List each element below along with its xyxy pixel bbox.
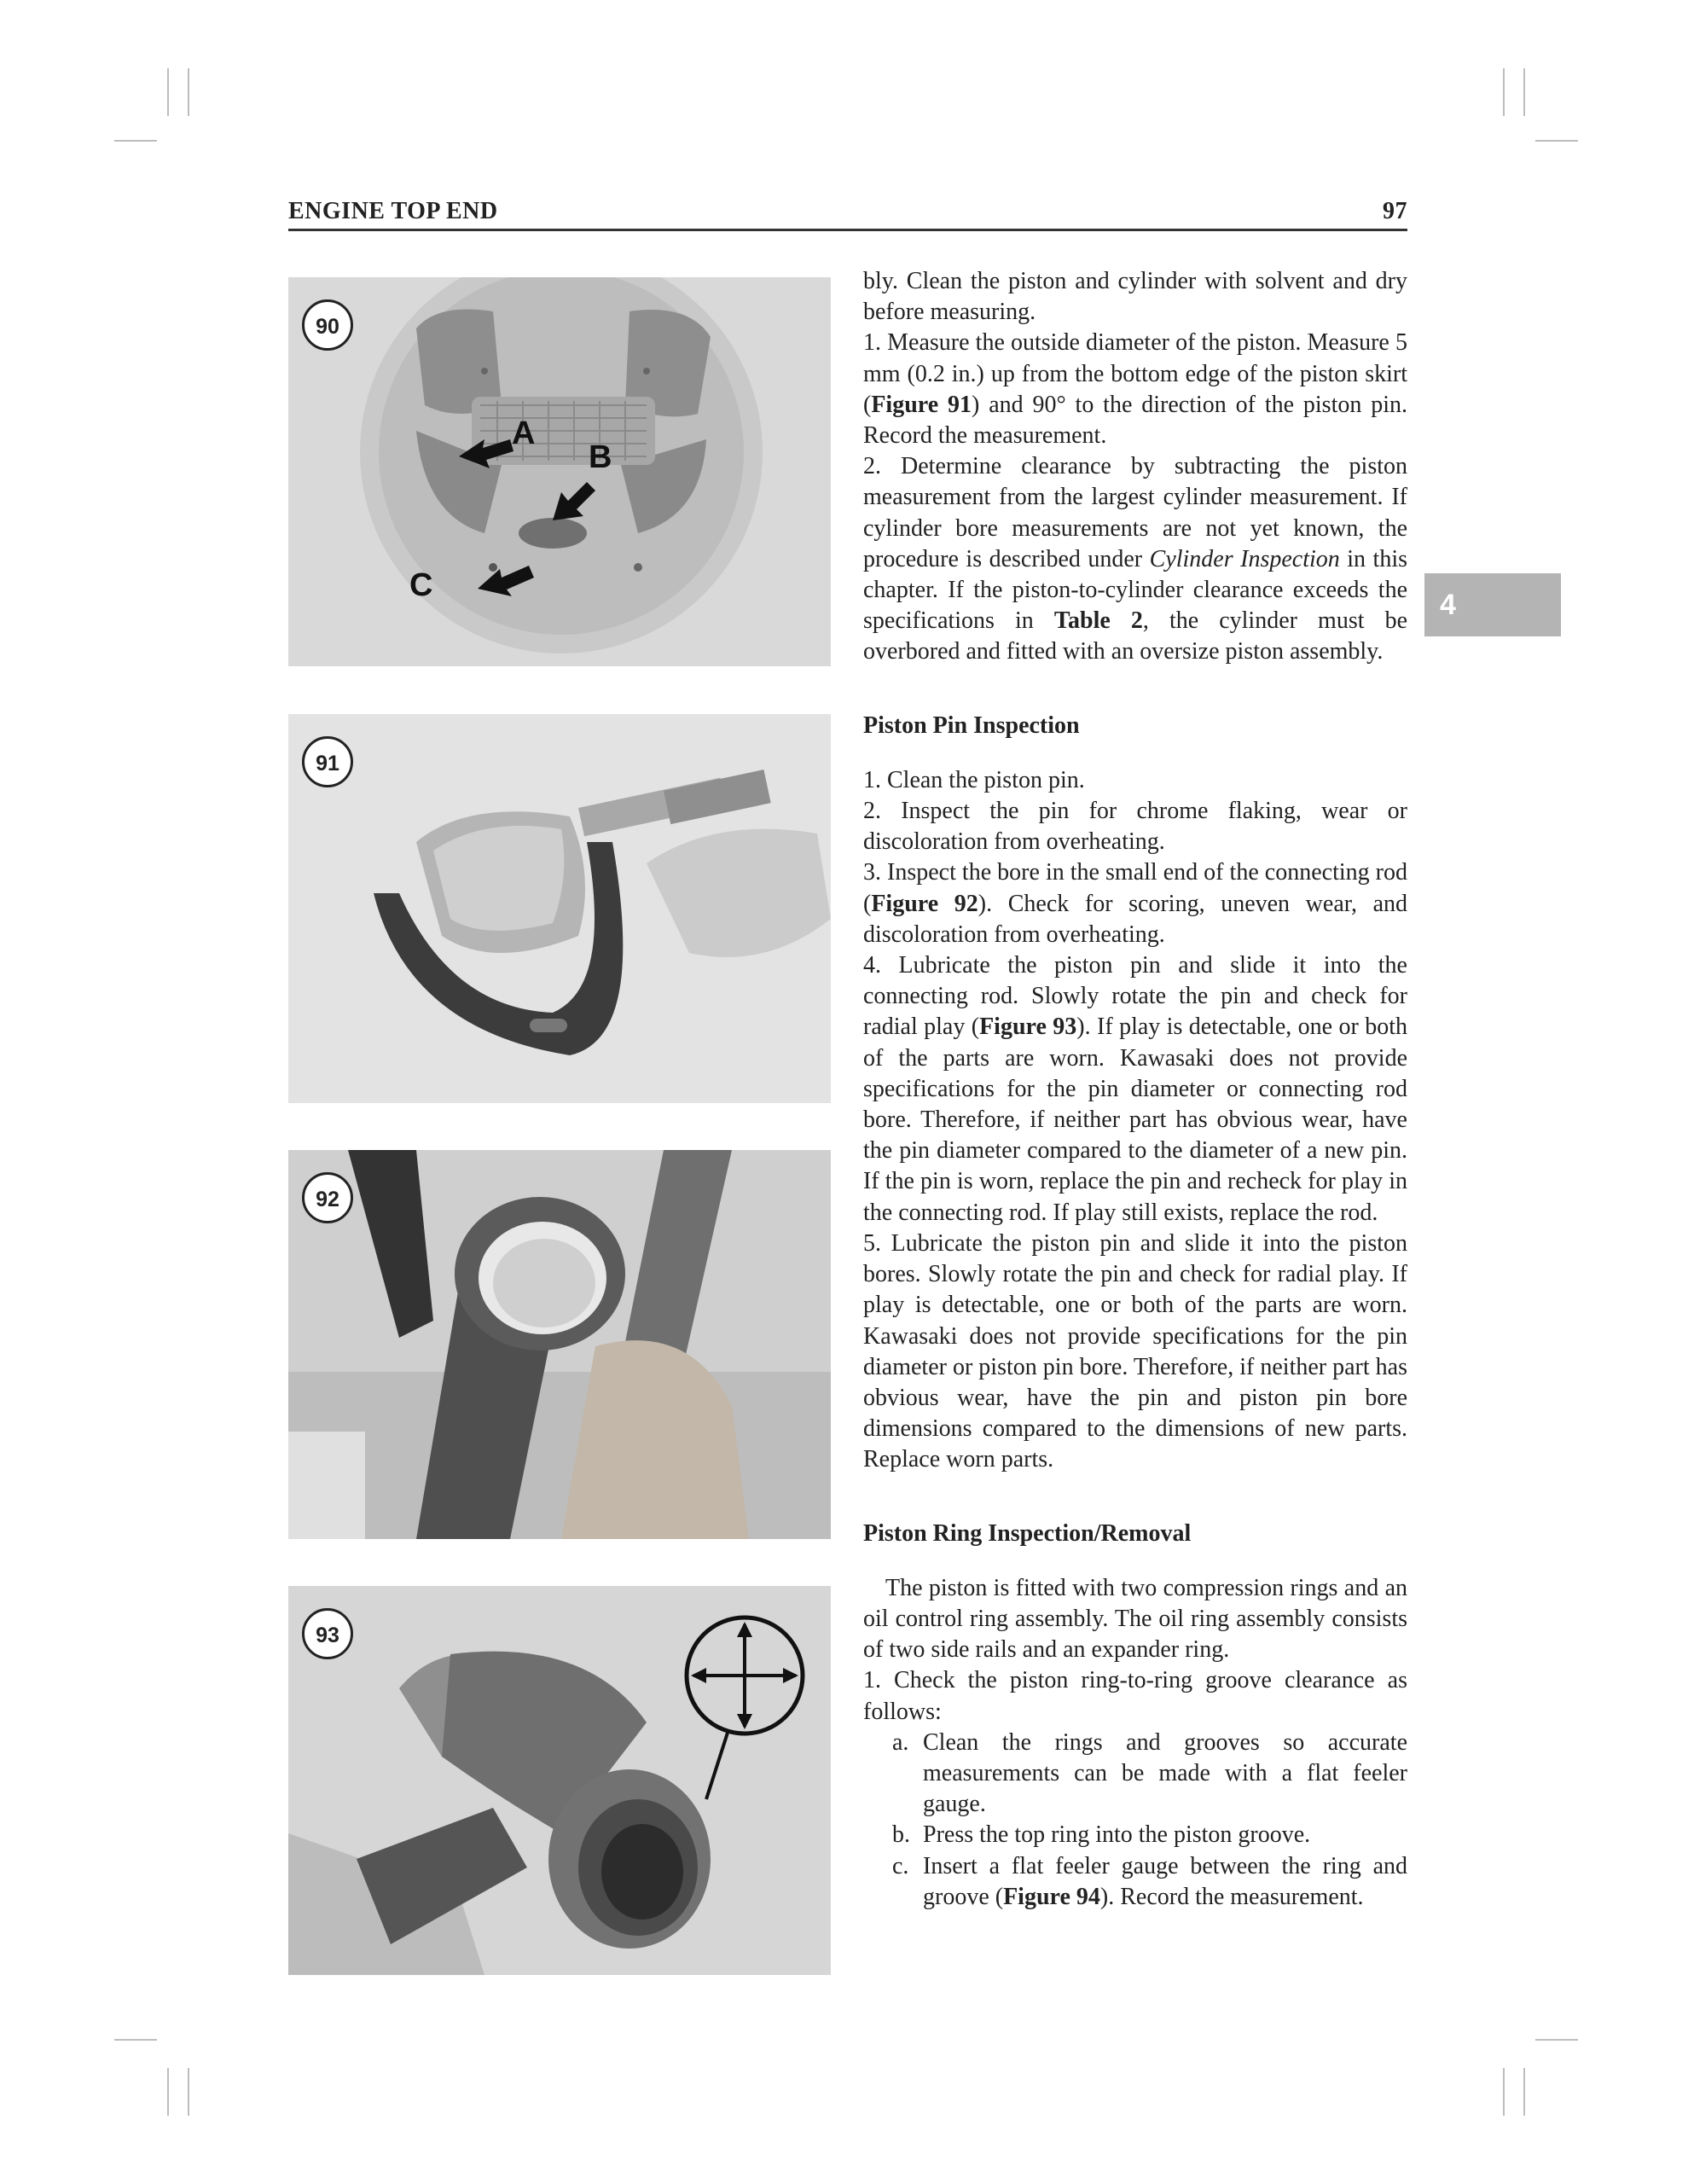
crop-mark — [1503, 68, 1505, 116]
pin-step-4: 4. Lubricate the piston pin and slide it into the connecting rod. Slowly rotate the pin and check for radial play (Figure 93). If play is detectable, one or both of the parts are worn. Kawasaki does not provide specifications for the pin diameter or connecting rod bore. Therefore, if neither part has obvious wear, have the pin diameter compared to the diameter of a new pin. If the pin is worn, replace the pin and recheck for play in the connecting rod. If play still exists, replace the rod. — [863, 952, 1407, 1226]
pin-step-5: 5. Lubricate the piston pin and slide it into the piston bores. Slowly rotate the pin and check for radial play. If play is detectable, one or both of the parts are worn. Kawasaki does not provide specifications for the pin diameter or piston pin bore. Therefore, if neither part has obvious wear, have the pin and piston pin bore dimensions compared to the dimensions of new parts. Replace worn parts. — [863, 1229, 1407, 1473]
crop-mark — [1503, 2068, 1505, 2116]
figure-reference: Figure 93 — [979, 1014, 1077, 1041]
substep-c: c. Insert a flat feeler gauge between the ring and groove (Figure 94). Record the measurement. — [892, 1852, 1407, 1910]
crop-mark — [114, 2039, 157, 2041]
callout-label-c: C — [409, 567, 433, 603]
crop-mark — [1523, 2068, 1525, 2116]
crop-mark — [1535, 2039, 1578, 2041]
callout-label-b: B — [589, 439, 612, 475]
figure-93-photo — [288, 1586, 831, 1975]
table-reference: Table 2 — [1053, 607, 1143, 635]
figure-number-badge: 93 — [302, 1608, 353, 1659]
figure-number-badge: 92 — [302, 1172, 353, 1223]
figure-reference: Figure 94 — [1003, 1883, 1100, 1910]
figure-number-badge: 91 — [302, 736, 353, 787]
section-reference: Cylinder Inspection — [1149, 545, 1340, 572]
ring-intro: The piston is fitted with two compression rings and an oil control ring assembly. The oil ring assembly consists of two side rails and an expander ring. — [863, 1574, 1407, 1664]
crop-mark — [1523, 68, 1525, 116]
heading-piston-ring-inspection: Piston Ring Inspection/Removal — [863, 1519, 1192, 1547]
crop-mark — [114, 140, 157, 142]
connecting-rod-illustration — [288, 1150, 831, 1539]
crop-mark — [188, 68, 189, 116]
pin-step-3: 3. Inspect the bore in the small end of the connecting rod (Figure 92). Check for scoring, uneven wear, and discoloration from overheating. — [863, 859, 1407, 948]
callout-label-a: A — [512, 415, 536, 451]
chapter-tab: 4 — [1424, 573, 1561, 636]
figure-reference: Figure 92 — [871, 890, 978, 917]
crop-mark — [1535, 140, 1578, 142]
heading-piston-pin-inspection: Piston Pin Inspection — [863, 712, 1080, 739]
crop-mark — [188, 2068, 189, 2116]
step-2: 2. Determine clearance by subtracting the piston measurement from the largest cylinder measurement. If cylinder bore measurements are not yet known, the procedure is described under Cylinder Inspection in this chapter. If the piston-to-cylinder clearance exceeds the specifications in Table 2, the cylinder must be overbored and fitted with an oversize piston assembly. — [863, 453, 1407, 665]
micrometer-illustration — [288, 714, 831, 1103]
figure-number-badge: 90 — [302, 299, 353, 351]
pin-step-1: 1. Clean the piston pin. — [863, 766, 1085, 793]
body-text-column — [863, 266, 1407, 1913]
crop-mark — [167, 2068, 169, 2116]
substep-a: a. Clean the rings and grooves so accurate measurements can be made with a flat feeler gauge. — [892, 1728, 1407, 1818]
substep-b: b. Press the top ring into the piston groove. — [892, 1821, 1311, 1849]
step-1: 1. Measure the outside diameter of the piston. Measure 5 mm (0.2 in.) up from the bottom edge of the piston skirt (Figure 91) and 90° to the direction of the piston pin. Record the measurement. — [863, 329, 1407, 450]
figure-91-photo — [288, 714, 831, 1103]
pin-step-2: 2. Inspect the pin for chrome flaking, wear or discoloration from overheating. — [863, 798, 1407, 856]
pin-play-illustration — [288, 1586, 831, 1975]
crop-mark — [167, 68, 169, 116]
paragraph: bly. Clean the piston and cylinder with solvent and dry before measuring. — [863, 268, 1407, 326]
piston-underside-illustration — [288, 277, 831, 666]
ring-step-1: 1. Check the piston ring-to-ring groove clearance as follows: — [863, 1667, 1407, 1725]
running-head — [288, 193, 1407, 231]
figure-90-photo — [288, 277, 831, 666]
figure-reference: Figure 91 — [871, 391, 972, 418]
section-title: ENGINE TOP END — [288, 198, 498, 224]
figure-92-photo — [288, 1150, 831, 1539]
page-number: 97 — [1383, 198, 1407, 224]
